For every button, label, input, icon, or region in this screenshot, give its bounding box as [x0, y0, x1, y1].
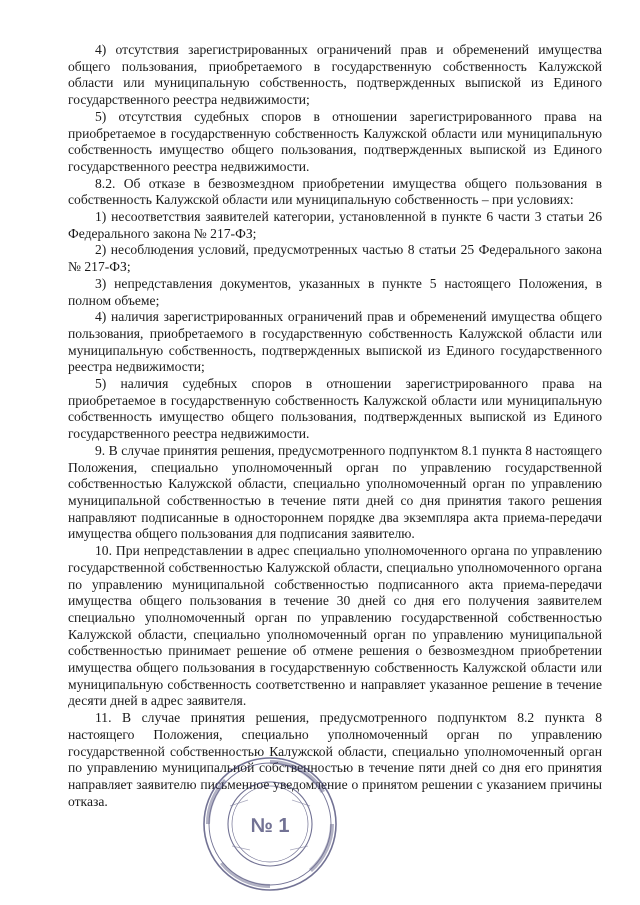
paragraph-10: 10. При непредставлении в адрес специально уполномоченного органа по управлению государственной собственностью Калужской области, специально уполномоченного органа по управлению муниципальной собственностью подписанного акта приема-передачи имущества общего пользования в течение 30 дней со дня его получения заявителем специально уполномоченный орган по управлению государственной собственностью Калужской области, специально уполномоченный орган по управлению муниципальной собственностью принимает решение об отмене решения о безвозмездном приобретении имущества общего пользования в государственную собственность Калужской области или муниципальную собственность соответственно и направляет указанное решение в течение десяти дней в адрес заявителя.: [68, 543, 602, 709]
paragraph-4: 4) отсутствия зарегистрированных ограничений прав и обременений имущества общего пользования, приобретаемого в государственную собственность Калужской области или муниципальную собственность, подтвержденных выпиской из Единого государственного реестра недвижимости;: [68, 42, 602, 108]
document-body: [68, 42, 602, 810]
official-seal-stamp: [200, 754, 340, 894]
paragraph-5: 5) отсутствия судебных споров в отношении зарегистрированного права на приобретаемое в государственную собственность Калужской области или муниципальную собственность имущество общего пользования, подтвержденных выпиской из Единого государственного реестра недвижимости.: [68, 108, 602, 174]
paragraph-8-2-5: 5) наличия судебных споров в отношении зарегистрированного права на приобретаемое в государственную собственность Калужской области или муниципальную собственность имущество общего пользования, подтвержденных выпиской из Единого государственного реестра недвижимости.: [68, 376, 602, 442]
paragraph-8-2-2: 2) несоблюдения условий, предусмотренных частью 8 статьи 25 Федерального закона № 217-ФЗ;: [68, 242, 602, 275]
paragraph-8-2-1: 1) несоответствия заявителей категории, установленной в пункте 6 части 3 статьи 26 Федерального закона № 217-ФЗ;: [68, 209, 602, 241]
paragraph-8-2-3: 3) непредставления документов, указанных в пункте 5 настоящего Положения, в полном объеме;: [68, 275, 602, 308]
paragraph-9: 9. В случае принятия решения, предусмотренного подпунктом 8.1 пункта 8 настоящего Положения, специально уполномоченный орган по управлению государственной собственностью Калужской области, специально уполномоченный орган по управлению муниципальной собственностью в течение пяти дней со дня принятия такого решения направляют подписанные в одностороннем порядке два экземпляра акта приема-передачи имущества общего пользования для подписания заявителю.: [68, 442, 602, 542]
paragraph-8-2-4: 4) наличия зарегистрированных ограничений прав и обременений имущества общего пользования, приобретаемого в государственную собственность Калужской области или муниципальную собственность, подтвержденных выпиской из Единого государственного реестра недвижимости;: [68, 309, 602, 375]
paragraph-8-2: 8.2. Об отказе в безвозмездном приобретении имущества общего пользования в собственность Калужской области или муниципальную собственность – при условиях:: [68, 175, 602, 208]
stamp-number: № 1: [250, 815, 290, 837]
paragraph-11: 11. В случае принятия решения, предусмотренного подпунктом 8.2 пункта 8 настоящего Положения, специально уполномоченный орган по управлению государственной собственностью Калужской области, специально уполномоченный орган по управлению муниципальной собственностью в течение пяти дней со дня его принятия направляет заявителю письменное уведомление о принятом решении с указанием причины отказа.: [68, 710, 602, 809]
